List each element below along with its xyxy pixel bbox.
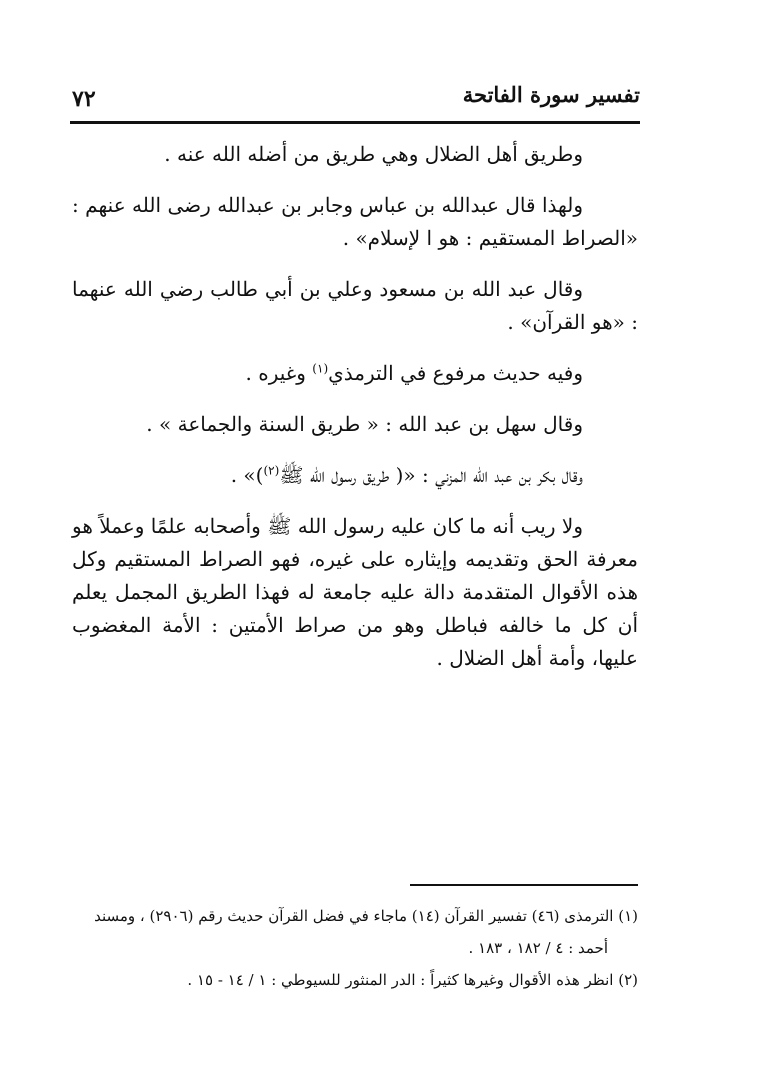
paragraph-4-tail: وغيره . xyxy=(245,361,306,385)
paragraph-4 xyxy=(72,357,638,390)
footnote-1: (١) الترمذى (٤٦) تفسير القرآن (١٤) ماجاء في فضل القرآن حديث رقم (٢٩٠٦) ، ومسند xyxy=(94,907,638,925)
page-number: ٧٢ xyxy=(72,86,96,112)
header-rule xyxy=(70,121,640,124)
page-header xyxy=(70,80,640,120)
paragraph-1: وطريق أهل الضلال وهي طريق من أضله الله عنه . xyxy=(164,142,583,166)
paragraph-6 xyxy=(72,459,638,492)
footnotes xyxy=(80,903,638,998)
footnote-2: (٢) انظر هذه الأقوال وغيرها كثيراً : الدر المنثور للسيوطي : ١ / ١٤ - ١٥ . xyxy=(187,970,638,989)
footnote-ref-1: (١) xyxy=(312,361,329,376)
body-text xyxy=(72,138,638,693)
paragraph-7: ولا ريب أنه ما كان عليه رسول الله ﷺ وأصحابه علمًا وعملاً هو معرفة الحق وتقديمه وإيثاره على غيره، فهو الصراط المستقيم وكل هذه الأقوال المتقدمة دالة عليه جامعة له فهذا الطريق المجمل يعلم أن كل ما خالفه فباطل وهو من صراط الأمتين : الأمة المغضوب عليها، وأمة أهل الضلال . xyxy=(72,514,638,670)
paragraph-3: وقال عبد الله بن مسعود وعلي بن أبي طالب رضي الله عنهما : «هو القرآن» . xyxy=(72,277,638,334)
paragraph-6-text: وقال بكر بن عبد الله المزني : «( طريق رسول الله ﷺ xyxy=(279,463,583,487)
paragraph-6-tail: )» . xyxy=(230,463,264,487)
paragraph-5: وقال سهل بن عبد الله : « طريق السنة والجماعة » . xyxy=(146,412,583,436)
footnote-rule xyxy=(410,884,638,886)
footnote-ref-2: (٢) xyxy=(263,463,280,478)
paragraph-4-text: وفيه حديث مرفوع في الترمذي xyxy=(328,361,583,385)
footnote-1-continued: أحمد : ٤ / ١٨٢ ، ١٨٣ . xyxy=(468,938,608,957)
running-title: تفسير سورة الفاتحة xyxy=(462,82,640,107)
paragraph-2: ولهذا قال عبدالله بن عباس وجابر بن عبدالله رضى الله عنهم : «الصراط المستقيم : هو ا لإسلام» . xyxy=(72,193,638,250)
